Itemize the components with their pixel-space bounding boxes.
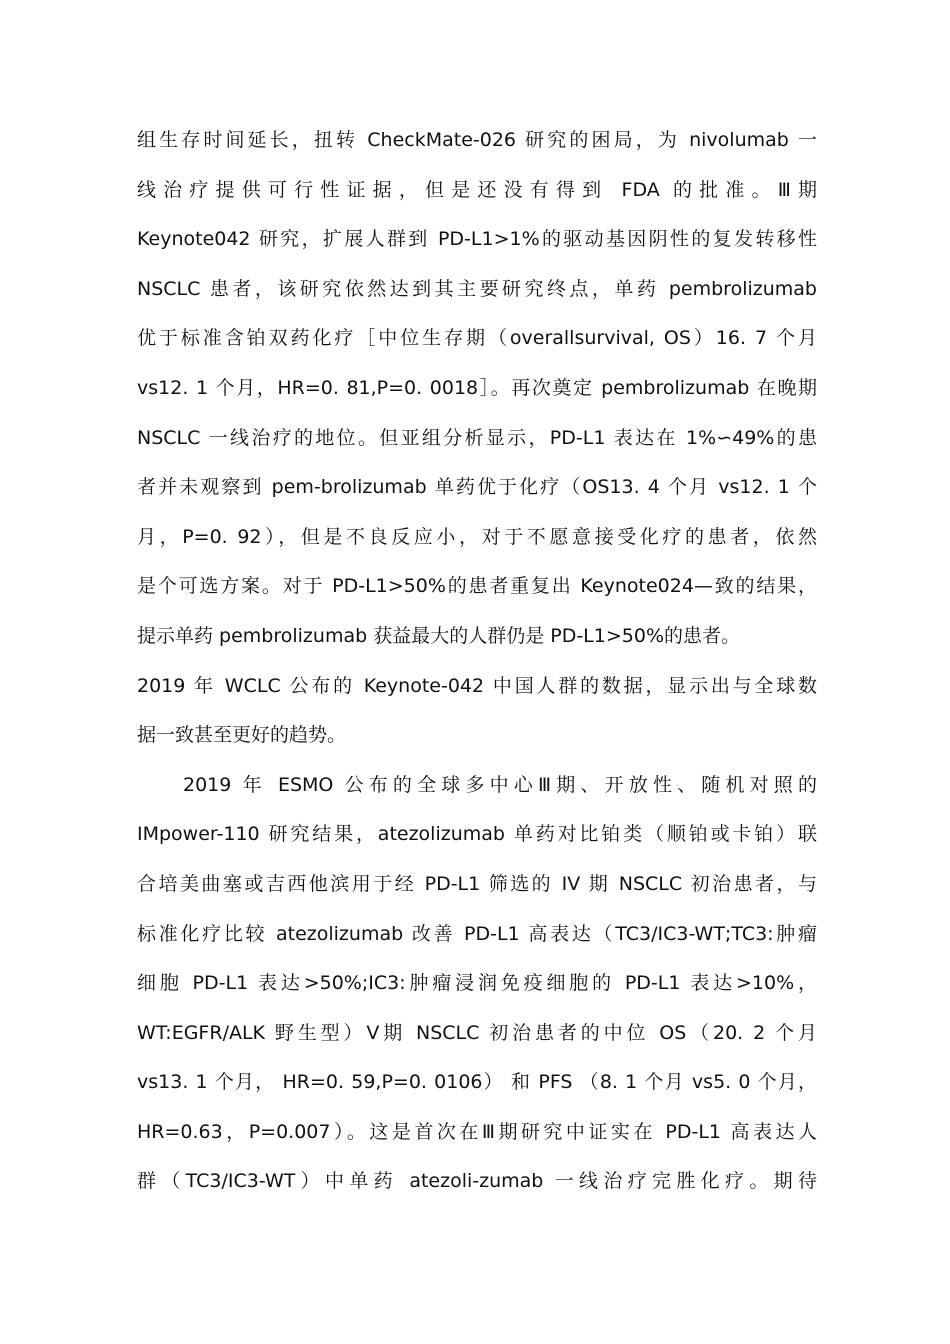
- text-line: 据一致甚至更好的趋势。: [137, 724, 347, 747]
- text-line: 者并未观察到 pem-brolizumab 单药优于化疗（OS13. 4 个月 vs12. 1 个: [137, 476, 817, 499]
- text-line: 标准化疗比较 atezolizumab 改善 PD-L1 高表达（TC3/IC3-WT;TC3:肿瘤: [137, 922, 817, 945]
- text-line: 2019 年 WCLC 公布的 Keynote-042 中国人群的数据，显示出与全球数: [137, 674, 817, 697]
- text-line: Keynote042 研究，扩展人群到 PD-L1>1%的驱动基因阴性的复发转移性: [137, 228, 817, 251]
- text-line: WT:EGFR/ALK 野生型）Ⅴ期 NSCLC 初治患者的中位 OS（20. 2 个月: [137, 1021, 817, 1044]
- text-line: 月，P=0. 92），但是不良反应小，对于不愿意接受化疗的患者，依然: [137, 525, 817, 548]
- text-line: NSCLC 一线治疗的地位。但亚组分析显示，PD-L1 表达在 1%∽49%的患: [137, 426, 817, 449]
- body-text: [137, 116, 817, 1207]
- text-line: 合培美曲塞或吉西他滨用于经 PD-L1 筛选的 IV 期 NSCLC 初治患者，与: [137, 872, 817, 895]
- paragraph-wclc: [137, 662, 817, 761]
- text-line: 是个可选方案。对于 PD-L1>50%的患者重复出 Keynote024—致的结果，: [137, 575, 817, 598]
- text-line: 提示单药 pembrolizumab 获益最大的人群仍是 PD-L1>50%的患者。: [137, 624, 741, 647]
- text-line: 优于标准含铂双药化疗［中位生存期（overallsurvival, OS）16. 7 个月: [137, 327, 817, 350]
- text-line: 群（TC3/IC3-WT）中单药 atezoli-zumab 一线治疗完胜化疗。期待: [137, 1170, 817, 1193]
- text-line: 线治疗提供可行性证据，但是还没有得到 FDA 的批准。Ⅲ期: [137, 178, 817, 201]
- text-line: HR=0.63，P=0.007）。这是首次在Ⅲ期研究中证实在 PD-L1 高表达人: [137, 1120, 817, 1143]
- text-line: vs12. 1 个月，HR=0. 81,P=0. 0018］。再次奠定 pembrolizumab 在晚期: [137, 376, 817, 399]
- text-line: 组生存时间延长，扭转 CheckMate-026 研究的困局，为 nivolumab 一: [137, 129, 817, 151]
- text-line: IMpower-110 研究结果，atezolizumab 单药对比铂类（顺铂或卡铂）联: [137, 823, 817, 846]
- text-line: vs13. 1 个月， HR=0. 59,P=0. 0106） 和 PFS （8. 1 个月 vs5. 0 个月，: [137, 1071, 817, 1094]
- paragraph-impower110: [137, 761, 817, 1207]
- text-line: 细胞 PD-L1 表达>50%;IC3:肿瘤浸润免疫细胞的 PD-L1 表达>10%，: [137, 972, 817, 995]
- paragraph-keynote042: [137, 116, 817, 662]
- text-line: 2019 年 ESMO 公布的全球多中心Ⅲ期、开放性、随机对照的: [183, 773, 817, 796]
- text-line: NSCLC 患者，该研究依然达到其主要研究终点，单药 pembrolizumab: [137, 277, 817, 300]
